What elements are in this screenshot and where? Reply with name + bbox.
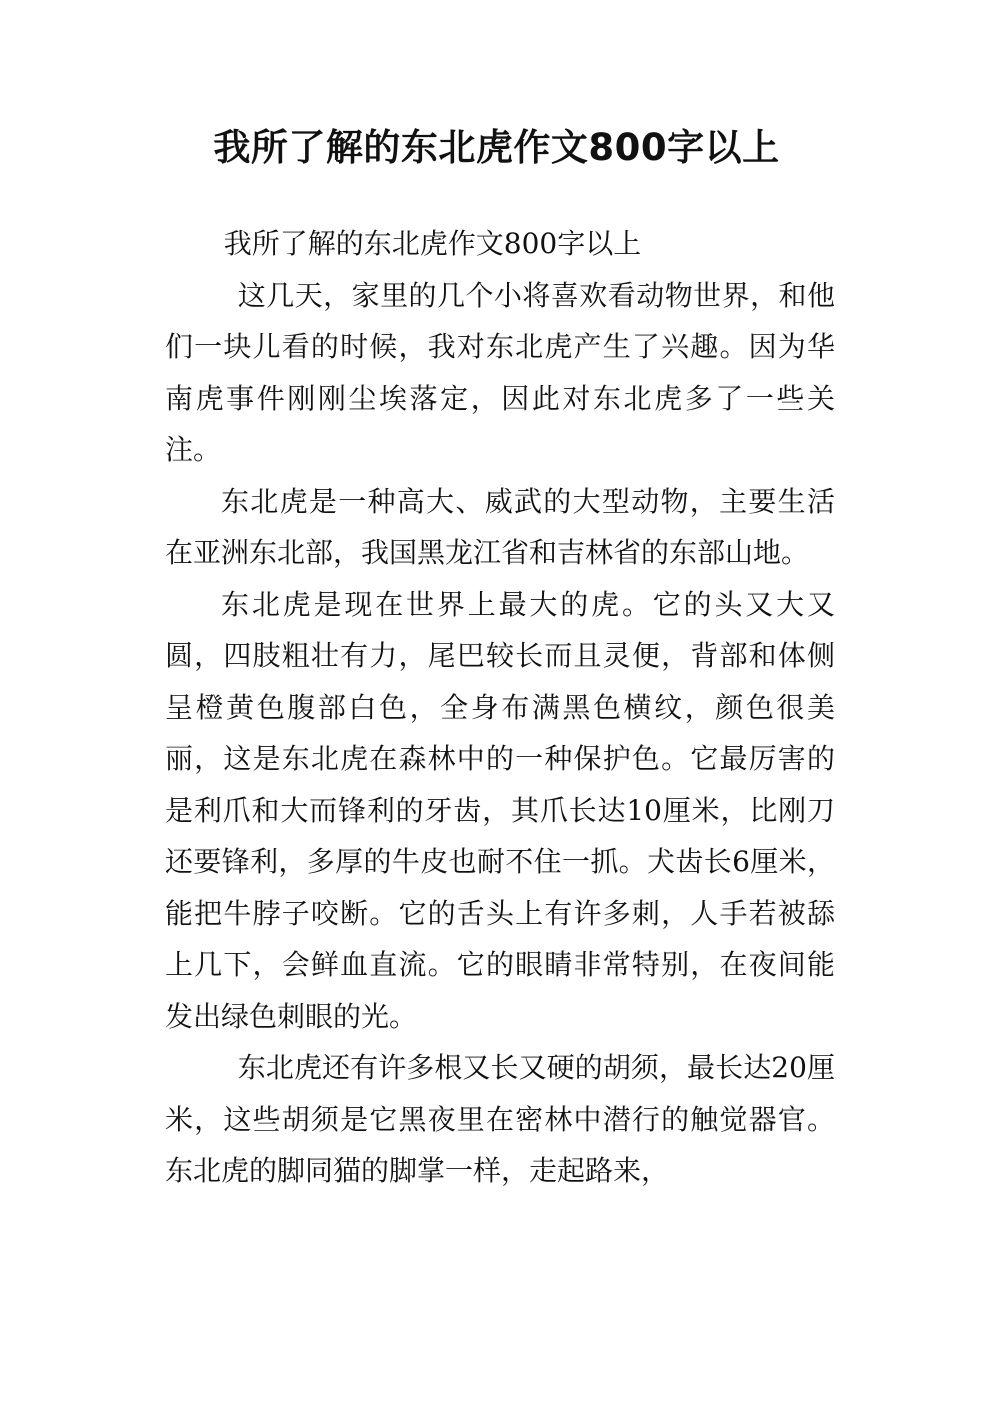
page-title: 我所了解的东北虎作文800字以上: [213, 126, 780, 169]
paragraph-whiskers: 东北虎还有许多根又长又硬的胡须，最长达20厘米，这些胡须是它黑夜里在密林中潜行的触觉器官。东北虎的脚同猫的脚掌一样，走起路来，: [165, 1051, 835, 1187]
article-subtitle: 我所了解的东北虎作文800字以上: [223, 227, 642, 260]
article-body: [165, 218, 835, 1197]
paragraph-intro: 这几天，家里的几个小将喜欢看动物世界，和他们一块儿看的时候，我对东北虎产生了兴趣。因为华南虎事件刚刚尘埃落定，因此对东北虎多了一些关注。: [165, 278, 835, 466]
paragraph-habitat: 东北虎是一种高大、威武的大型动物，主要生活在亚洲东北部，我国黑龙江省和吉林省的东部山地。: [165, 484, 835, 569]
paragraph-appearance: 东北虎是现在世界上最大的虎。它的头又大又圆，四肢粗壮有力，尾巴较长而且灵便，背部和体侧呈橙黄色腹部白色，全身布满黑色横纹，颜色很美丽，这是东北虎在森林中的一种保护色。它最厉害的是利爪和大而锋利的牙齿，其爪长达10厘米，比刚刀还要锋利，多厚的牛皮也耐不住一抓。犬齿长6厘米，能把牛脖子咬断。它的舌头上有许多刺，人手若被舔上几下，会鲜血直流。它的眼睛非常特别，在夜间能发出绿色刺眼的光。: [165, 587, 835, 1033]
